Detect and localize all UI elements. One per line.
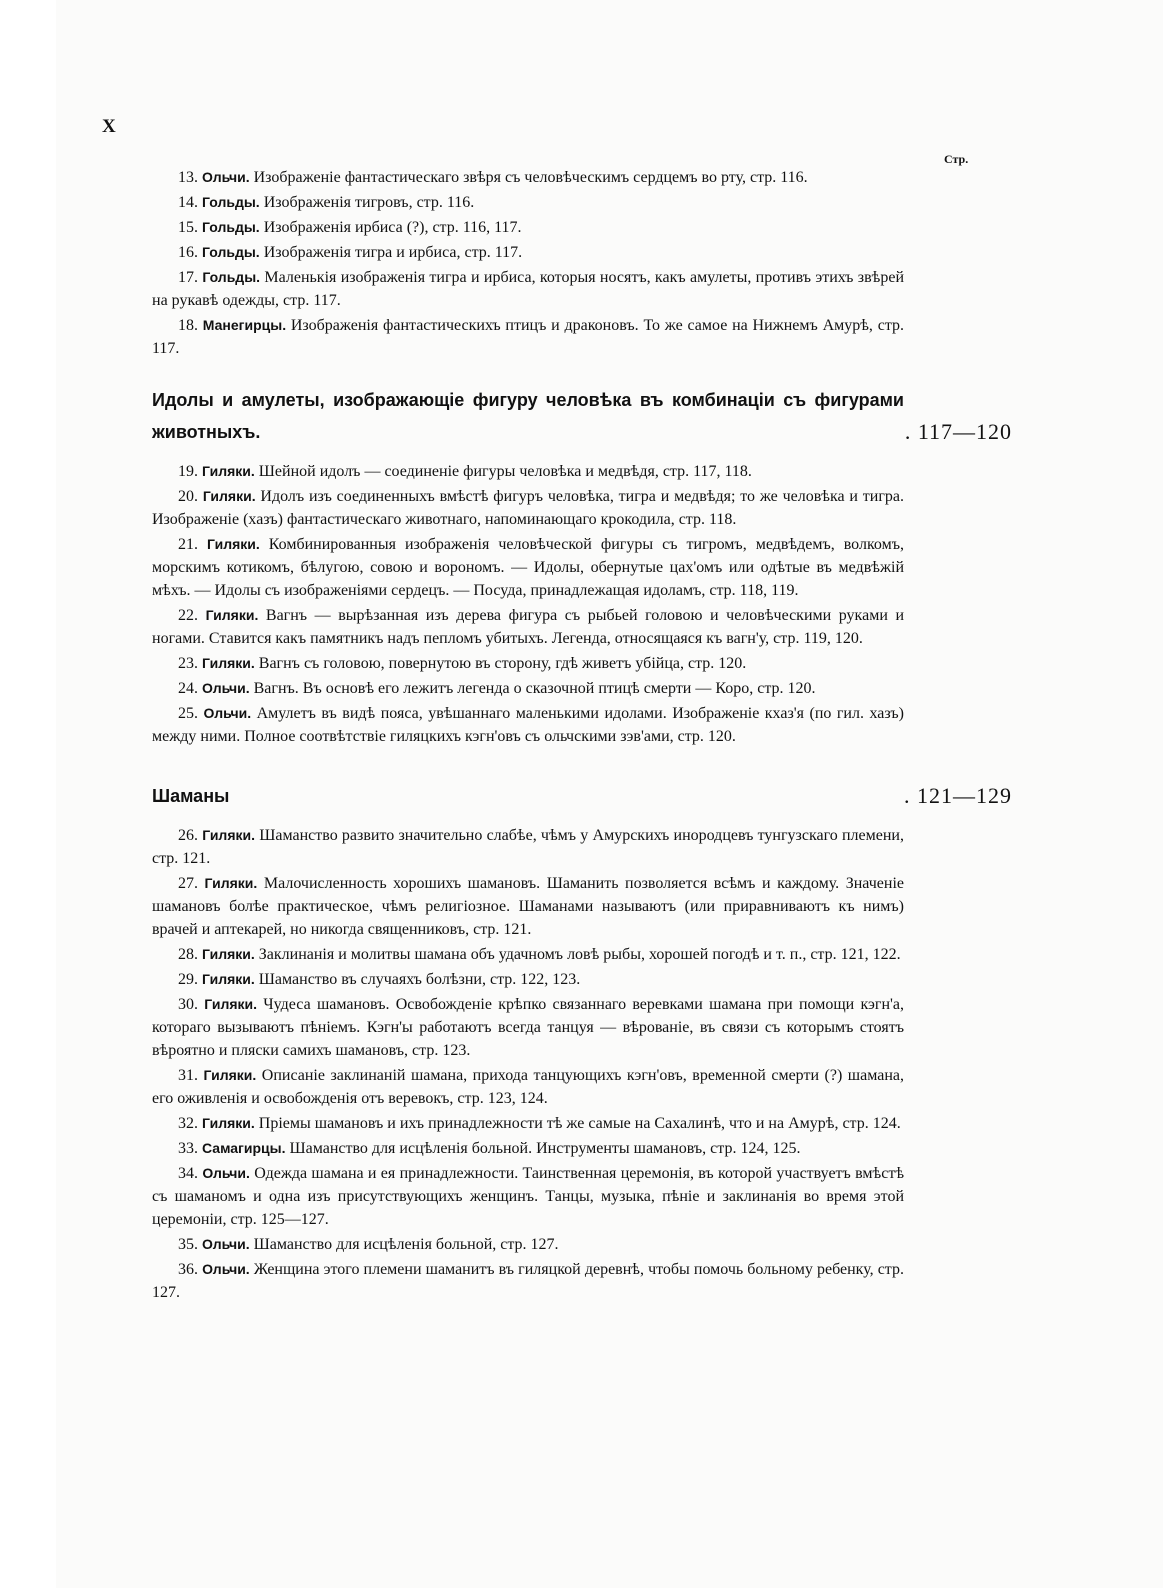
section-title: Шаманы [152,786,230,806]
entry-number: 32. [178,1115,198,1132]
entry-number: 14. [178,194,198,211]
entry-people: Гольды. [202,194,260,210]
toc-entry [152,485,904,531]
toc-entry [152,1233,904,1256]
entry-text: Шаманство для исцѣленія больной, стр. 127. [249,1236,559,1253]
toc-entry [152,1064,904,1110]
toc-entry [152,191,904,214]
entry-text: Комбинированныя изображенія человѣческой фигуры съ тигромъ, медвѣдемъ, волкомъ, морскимъ котикомъ, бѣлугою, совою и ворономъ. — Идолы, обернутые цах'омъ или одѣтые въ медвѣжій мѣхъ. — Идолы съ изображеніями сердецъ. — Посуда, принадлежащая идоламъ, стр. 118, 119. [152,536,904,599]
entry-people: Самагирцы. [202,1140,286,1156]
entry-number: 30. [178,996,198,1013]
entry-text: Маленькія изображенія тигра и ирбиса, которыя носятъ, какъ амулеты, противъ этихъ звѣрей на рукавѣ одежды, стр. 117. [152,269,905,309]
entry-number: 15. [178,219,198,236]
entry-text: Изображеніе фантастическаго звѣря съ человѣческимъ сердцемъ во рту, стр. 116. [249,169,808,186]
entry-text: Изображенія тигра и ирбиса, стр. 117. [259,244,523,261]
page-number: X [102,116,116,137]
toc-entry [152,1137,904,1160]
entry-number: 13. [178,169,198,186]
entry-text: Изображенія ирбиса (?), стр. 116, 117. [259,219,522,236]
toc-entry [152,266,904,312]
shamans-entries [152,824,904,1304]
entry-people: Гиляки. [205,607,259,623]
entry-text: Шаманство для исцѣленія больной. Инструменты шамановъ, стр. 124, 125. [285,1140,801,1157]
entry-number: 19. [178,463,198,480]
toc-entry [152,702,904,748]
entry-number: 28. [178,946,198,963]
entry-people: Ольчи. [202,1165,250,1181]
toc-entry [152,166,904,189]
intro-entries [152,166,904,360]
entry-people: Ольчи. [202,680,250,696]
entry-number: 24. [178,680,198,697]
entry-text: Шаманство развито значительно слабѣе, чѣмъ у Амурскихъ инородцевъ тунгузскаго племени, стр. 121. [152,827,904,867]
entry-people: Манегирцы. [202,317,287,333]
entry-people: Гиляки. [202,946,255,962]
entry-people: Гиляки. [204,875,258,891]
entry-number: 29. [178,971,198,988]
entry-number: 21. [178,536,198,553]
toc-entry [152,872,904,941]
toc-entry [152,824,904,870]
entry-text: Идолъ изъ соединенныхъ вмѣстѣ фигуръ человѣка, тигра и медвѣдя; то же человѣка и тигра. Изображеніе (хазъ) фантастическаго животнаго, напоминающаго крокодила, стр. 118. [152,488,905,528]
page-column-label: Стр. [944,152,969,166]
page-range: . 121—129 [904,783,1012,808]
entry-text: Описаніе заклинаній шамана, прихода танцующихъ кэгн'овъ, временной смерти (?) шамана, его оживленія и освобожденія отъ веревокъ, стр. 123, 124. [152,1067,905,1107]
toc-entry [152,604,904,650]
page-range: . 117—120 [904,419,1012,444]
toc-entry [152,1112,904,1135]
section-title: Идолы и амулеты, изображающіе фигуру человѣка въ комбинаціи съ фигурами животныхъ. [152,390,904,442]
entry-number: 20. [178,488,198,505]
section-heading-shamans [152,780,1012,812]
toc-entry [152,216,904,239]
entry-text: Чудеса шамановъ. Освобожденіе крѣпко связаннаго веревками шамана при помощи кэгн'а, котораго вызываютъ пѣніемъ. Кэгн'ы работаютъ всегда танцуя — вѣрованіе, въ связи съ которымъ стоятъ вѣроятно и пляски самихъ шамановъ, стр. 123. [152,996,904,1059]
entry-text: Вагнъ — вырѣзанная изъ дерева фигура съ рыбьей головою и человѣческими руками и ногами. Ставится какъ памятникъ надъ пепломъ убитыхъ. Легенда, относящаяся къ вагн'у, стр. 119, 120. [152,607,905,647]
entry-number: 26. [178,827,198,844]
entry-text: Малочисленность хорошихъ шамановъ. Шаманить позволяется всѣмъ и каждому. Значеніе шамановъ болѣе практическое, чѣмъ религіозное. Шаманами называютъ (или приравниваютъ къ нимъ) врачей и аптекарей, но никогда священниковъ, стр. 121. [152,875,904,938]
entry-text: Амулетъ въ видѣ пояса, увѣшаннаго маленькими идолами. Изображеніе кхаз'я (по гил. хазъ) между ними. Полное соотвѣтствіе гиляцкихъ кэгн'овъ съ ольчскими зэв'ами, стр. 120. [152,705,905,745]
entry-text: Заклинанія и молитвы шамана объ удачномъ ловѣ рыбы, хорошей погодѣ и т. п., стр. 121, 122. [254,946,901,963]
toc-entry [152,677,904,700]
entry-text: Шаманство въ случаяхъ болѣзни, стр. 122, 123. [254,971,581,988]
entry-text: Пріемы шамановъ и ихъ принадлежности тѣ же самые на Сахалинѣ, что и на Амурѣ, стр. 124. [254,1115,901,1132]
entry-people: Гиляки. [203,1067,257,1083]
entry-number: 18. [178,317,198,334]
entry-number: 17. [178,269,198,286]
entry-text: Вагнъ съ головою, повернутою въ сторону, гдѣ живетъ убійца, стр. 120. [254,655,747,672]
entry-people: Гиляки. [202,463,255,479]
entry-people: Ольчи. [202,1236,250,1252]
toc-entry [152,314,904,360]
toc-entry [152,968,904,991]
entry-text: Вагнъ. Въ основѣ его лежитъ легенда о сказочной птицѣ смерти — Коро, стр. 120. [249,680,816,697]
entry-text: Изображенія тигровъ, стр. 116. [259,194,475,211]
section-heading-idols [152,384,1012,448]
entry-number: 31. [178,1067,198,1084]
entry-number: 22. [178,607,198,624]
toc-entry [152,652,904,675]
entry-number: 23. [178,655,198,672]
toc-entry [152,1258,904,1304]
entry-people: Гиляки. [202,1115,255,1131]
toc-entry [152,943,904,966]
entry-text: Шейной идолъ — соединеніе фигуры человѣка и медвѣдя, стр. 117, 118. [254,463,752,480]
entry-text: Одежда шамана и ея принадлежности. Таинственная церемонія, въ которой участвуетъ вмѣстѣ съ шаманомъ и одна изъ присутствующихъ женщинъ. Танцы, музыка, пѣніе и заклинанія во время этой церемоніи, стр. 125—127. [152,1165,905,1228]
entry-number: 27. [178,875,198,892]
entry-people: Гиляки. [202,827,255,843]
toc-entry [152,533,904,602]
entry-people: Гольды. [202,219,260,235]
entry-people: Гиляки. [202,971,255,987]
entry-people: Гиляки. [204,996,258,1012]
entry-people: Гольды. [202,244,260,260]
toc-entry [152,1162,904,1231]
entry-number: 16. [178,244,198,261]
entry-number: 25. [178,705,198,722]
entry-text: Изображенія фантастическихъ птицъ и драконовъ. То же самое на Нижнемъ Амурѣ, стр. 117. [152,317,905,357]
toc-entry [152,241,904,264]
entry-text: Женщина этого племени шаманитъ въ гиляцкой деревнѣ, чтобы помочь больному ребенку, стр. 127. [152,1261,904,1301]
entry-number: 33. [178,1140,198,1157]
table-of-contents [152,166,1012,1306]
toc-entry [152,460,904,483]
idols-entries [152,460,904,748]
entry-people: Гиляки. [202,655,255,671]
entry-number: 36. [178,1261,198,1278]
toc-entry [152,993,904,1062]
entry-people: Ольчи. [202,169,250,185]
page-margin [0,0,56,1588]
entry-people: Гольды. [202,269,261,285]
entry-number: 34. [178,1165,198,1182]
entry-people: Ольчи. [203,705,252,721]
entry-people: Гиляки. [202,488,256,504]
entry-people: Ольчи. [202,1261,250,1277]
entry-number: 35. [178,1236,198,1253]
entry-people: Гиляки. [207,536,260,552]
